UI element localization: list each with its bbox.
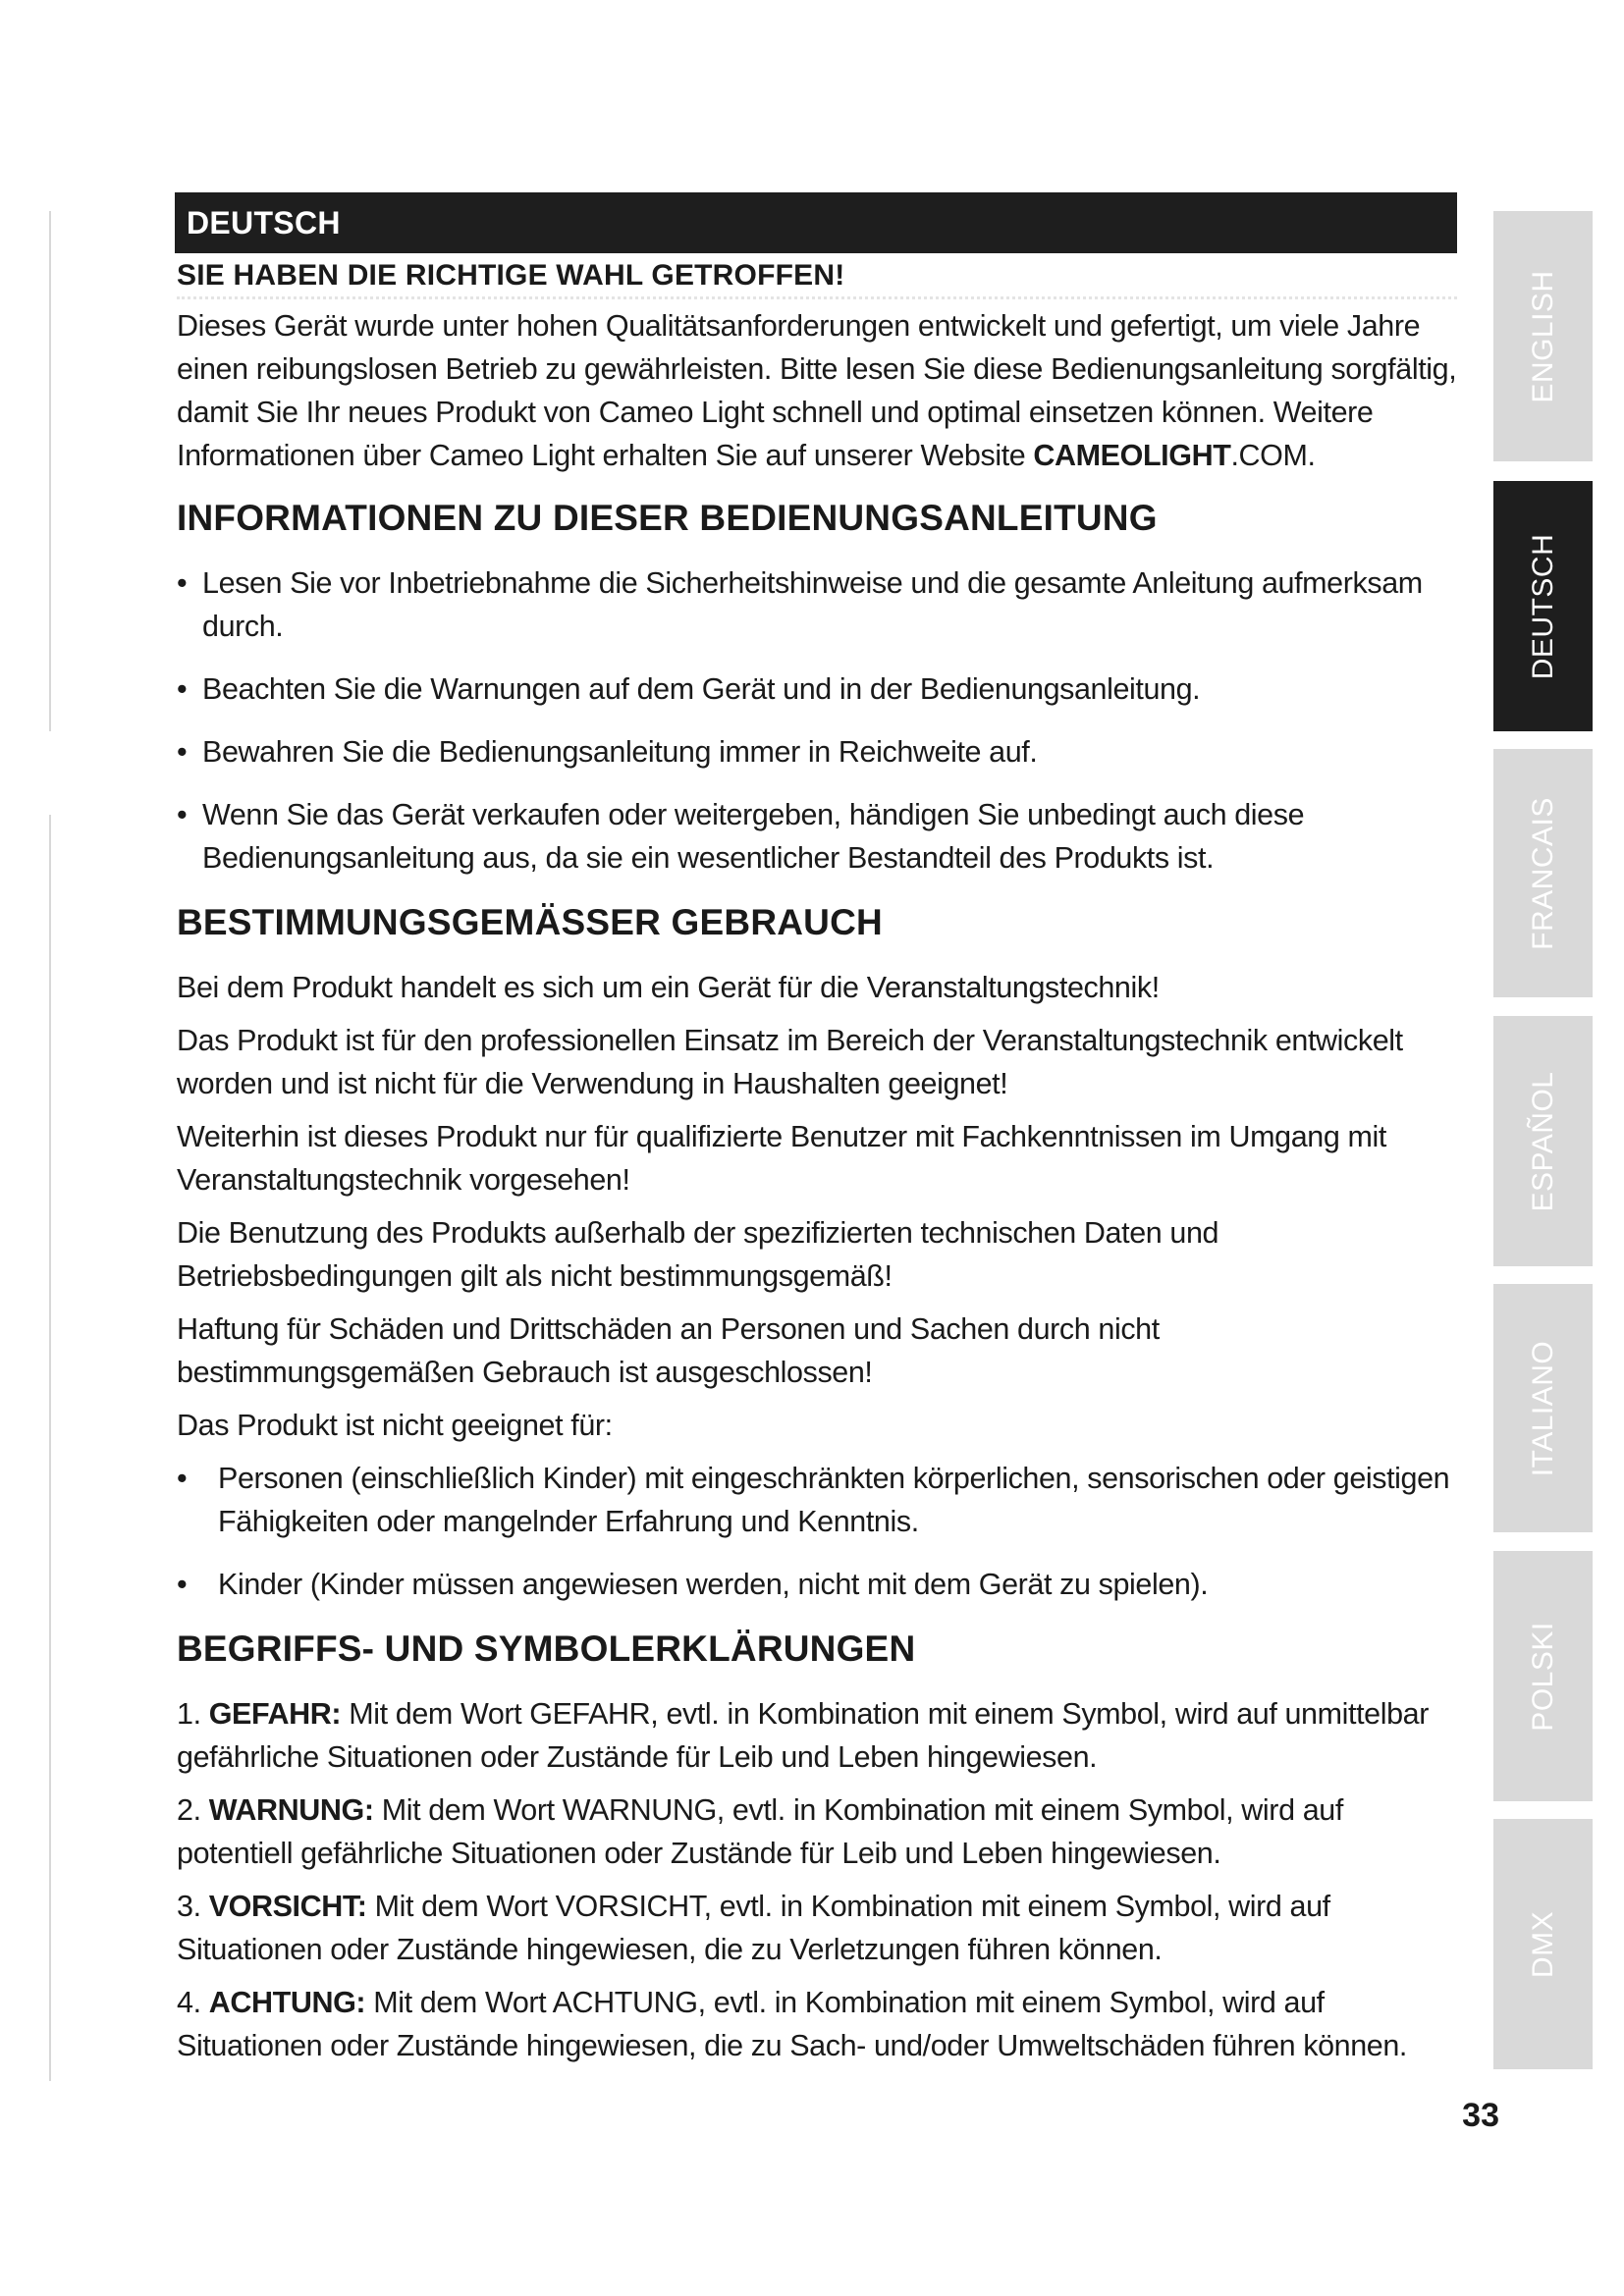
paragraph: Weiterhin ist dieses Produkt nur für qualifizierte Benutzer mit Fachkenntnissen im Umgang mit Veranstaltungstechnik vorgesehen! bbox=[177, 1120, 1386, 1197]
tab-italiano[interactable] bbox=[1493, 1284, 1593, 1532]
term-keyword: GEFAHR: bbox=[208, 1697, 342, 1731]
bullet-icon: • bbox=[177, 1462, 188, 1495]
bullet-icon: • bbox=[177, 798, 188, 831]
term-item: 1. GEFAHR: Mit dem Wort GEFAHR, evtl. in Kombination mit einem Symbol, wird auf unmittelbar gefährliche Situationen oder Zustände für Leib und Leben hingewiesen. bbox=[177, 1697, 1429, 1774]
bullet-icon: • bbox=[177, 1568, 188, 1601]
bullet-icon: • bbox=[177, 566, 188, 600]
heading-terms: BEGRIFFS- UND SYMBOLERKLÄRUNGEN bbox=[177, 1629, 916, 1669]
website-brand: CAMEOLIGHT bbox=[1033, 439, 1231, 472]
term-keyword: WARNUNG: bbox=[208, 1793, 374, 1827]
intro-paragraph bbox=[177, 304, 1463, 477]
term-item: 4. ACHTUNG: Mit dem Wort ACHTUNG, evtl. in Kombination mit einem Symbol, wird auf Situationen oder Zustände hingewiesen, die zu Sach- und/oder Umweltschäden führen können. bbox=[177, 1986, 1408, 2062]
tab-francais-label: FRANCAIS bbox=[1526, 796, 1559, 950]
margin-rule-bottom bbox=[49, 815, 51, 2081]
list-item: • Personen (einschließlich Kinder) mit eingeschränkten körperlichen, sensorischen oder geistigen Fähigkeiten oder mangelnder Erfahrung und Kenntnis. bbox=[177, 1457, 1463, 1543]
tab-polski-label: POLSKI bbox=[1526, 1621, 1559, 1732]
tab-dmx-label: DMX bbox=[1526, 1910, 1559, 1978]
tab-dmx[interactable] bbox=[1493, 1819, 1593, 2069]
tab-deutsch-label: DEUTSCH bbox=[1526, 533, 1559, 679]
term-keyword: ACHTUNG: bbox=[208, 1986, 366, 2019]
paragraph: Die Benutzung des Produkts außerhalb der spezifizierten technischen Daten und Betriebsbedingungen gilt als nicht bestimmungsgemäß! bbox=[177, 1216, 1219, 1293]
term-item: 3. VORSICHT: Mit dem Wort VORSICHT, evtl. in Kombination mit einem Symbol, wird auf Situationen oder Zustände hingewiesen, die zu Verletzungen führen können. bbox=[177, 1890, 1330, 1966]
list-item: • Kinder (Kinder müssen angewiesen werden, nicht mit dem Gerät zu spielen). bbox=[177, 1563, 1463, 1606]
list-item: • Lesen Sie vor Inbetriebnahme die Sicherheitshinweise und die gesamte Anleitung aufmerksam durch. bbox=[177, 561, 1463, 648]
language-header-label: DEUTSCH bbox=[187, 205, 341, 240]
term-keyword: VORSICHT: bbox=[208, 1890, 367, 1923]
page-number: 33 bbox=[1462, 2097, 1499, 2134]
language-header-bar bbox=[175, 192, 1457, 253]
tab-polski[interactable] bbox=[1493, 1551, 1593, 1801]
tab-deutsch[interactable] bbox=[1493, 481, 1593, 731]
margin-rule-top bbox=[49, 211, 51, 731]
bullet-icon: • bbox=[177, 672, 188, 706]
tab-english[interactable] bbox=[1493, 211, 1593, 461]
intro-text: Dieses Gerät wurde unter hohen Qualitätsanforderungen entwickelt und gefertigt, um viele Jahre einen reibungslosen Betrieb zu gewährleisten. Bitte lesen Sie diese Bedienungsanleitung sorgfältig, damit Sie Ihr neues Produkt von Cameo Light schnell und optimal einsetzen können. Weitere Informationen über Cameo Light erhalten Sie auf unserer Website bbox=[177, 309, 1457, 472]
heading-intended-use: BESTIMMUNGSGEMÄSSER GEBRAUCH bbox=[177, 902, 883, 942]
tab-italiano-label: ITALIANO bbox=[1526, 1340, 1559, 1476]
paragraph: Das Produkt ist nicht geeignet für: bbox=[177, 1409, 613, 1442]
paragraph: Bei dem Produkt handelt es sich um ein Gerät für die Veranstaltungstechnik! bbox=[177, 971, 1160, 1004]
list-item: • Wenn Sie das Gerät verkaufen oder weitergeben, händigen Sie unbedingt auch diese Bedienungsanleitung aus, da sie ein wesentlicher Bestandteil des Produkts ist. bbox=[177, 793, 1463, 880]
paragraph: Haftung für Schäden und Drittschäden an Personen und Sachen durch nicht bestimmungsgemäßen Gebrauch ist ausgeschlossen! bbox=[177, 1312, 1160, 1389]
list-item: • Bewahren Sie die Bedienungsanleitung immer in Reichweite auf. bbox=[177, 730, 1463, 774]
tab-espanol-label: ESPAÑOL bbox=[1526, 1071, 1559, 1211]
tab-espanol[interactable] bbox=[1493, 1016, 1593, 1266]
website-suffix: .COM. bbox=[1230, 439, 1316, 472]
bullet-icon: • bbox=[177, 735, 188, 769]
main-content bbox=[177, 304, 1463, 2077]
term-item: 2. WARNUNG: Mit dem Wort WARNUNG, evtl. in Kombination mit einem Symbol, wird auf potentiell gefährliche Situationen oder Zustände für Leib und Leben hingewiesen. bbox=[177, 1793, 1343, 1870]
tab-english-label: ENGLISH bbox=[1526, 269, 1559, 403]
paragraph: Das Produkt ist für den professionellen Einsatz im Bereich der Veranstaltungstechnik entwickelt worden und ist nicht für die Verwendung in Haushalten geeignet! bbox=[177, 1024, 1403, 1100]
page-subtitle: SIE HABEN DIE RICHTIGE WAHL GETROFFEN! bbox=[177, 254, 1457, 299]
list-item: • Beachten Sie die Warnungen auf dem Gerät und in der Bedienungsanleitung. bbox=[177, 667, 1463, 711]
tab-francais[interactable] bbox=[1493, 749, 1593, 997]
heading-info: INFORMATIONEN ZU DIESER BEDIENUNGSANLEITUNG bbox=[177, 498, 1158, 538]
